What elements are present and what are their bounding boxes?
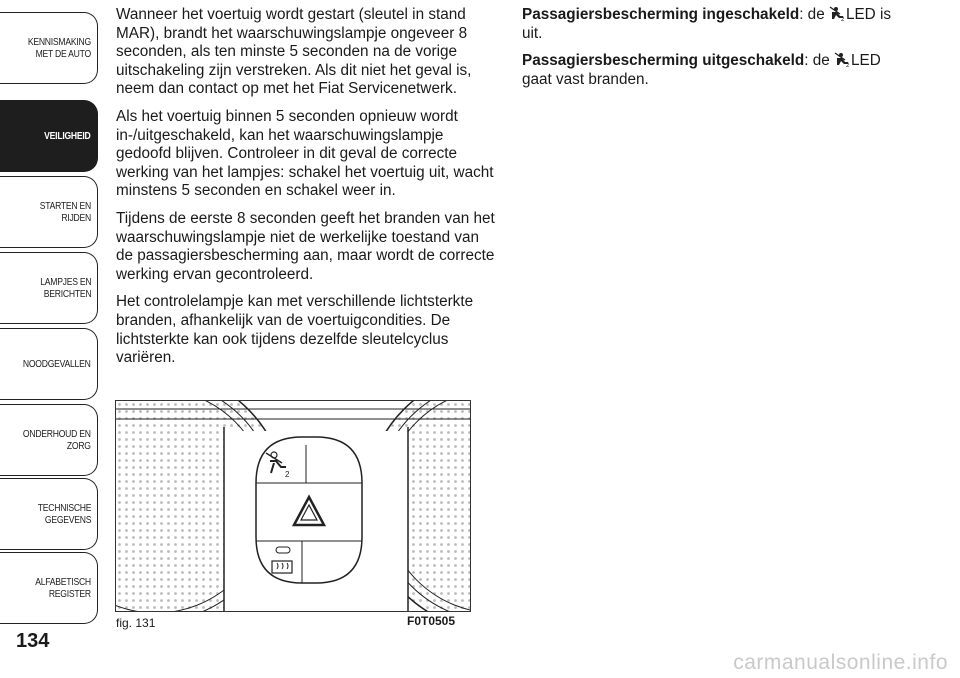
right-text-column — [522, 6, 912, 98]
paragraph: Als het voertuig binnen 5 seconden opnieuw wordt in-/uitgeschakeld, kan het waarschuwingslampje gedoofd blijven. Controleer in dit geval de correcte werking van het lampjes: schakel het voertuig uit, wacht minstens 5 seconden en schakel weer in. — [116, 107, 494, 200]
tab-label: LAMPJES EN BERICHTEN — [39, 276, 91, 300]
tab-veiligheid[interactable] — [0, 100, 98, 172]
text: LED gaat vast branden. — [522, 52, 881, 88]
text: LED is uit. — [522, 6, 892, 42]
paragraph-enabled — [522, 6, 912, 43]
tab-label: ONDERHOUD EN ZORG — [23, 428, 91, 452]
tab-noodgevallen[interactable] — [0, 328, 98, 400]
center-switch-panel — [224, 427, 408, 612]
tab-kennismaking[interactable] — [0, 12, 98, 84]
svg-text:2: 2 — [846, 63, 850, 68]
dashboard-illustration — [116, 401, 471, 612]
left-text-column — [116, 6, 498, 377]
paragraph: Wanneer het voertuig wordt gestart (sleutel in stand MAR), brandt het waarschuwingslampje ongeveer 8 seconden, als ten minste 5 seconden na de vorige uitschakeling zijn verstreken. Als dit niet het geval is, neem dan contact op met het Fiat Servicenetwerk. — [116, 6, 472, 98]
status-enabled-label: Passagiersbescherming ingeschakeld — [522, 6, 800, 23]
tab-label: ALFABETISCH REGISTER — [35, 576, 91, 600]
svg-text:2: 2 — [840, 17, 845, 21]
text: : de — [799, 6, 829, 23]
page-number: 134 — [16, 630, 50, 652]
svg-text:2: 2 — [285, 470, 290, 479]
tab-label: VEILIGHEID — [44, 130, 91, 142]
watermark: carmanualsonline.info — [733, 651, 948, 674]
tab-lampjes-en-berichten[interactable] — [0, 252, 98, 324]
passenger-airbag-off-icon — [829, 6, 846, 21]
tab-technische-gegevens[interactable] — [0, 478, 98, 550]
tab-starten-en-rijden[interactable] — [0, 176, 98, 248]
tab-label: STARTEN EN RIJDEN — [39, 200, 91, 224]
tab-onderhoud-en-zorg[interactable] — [0, 404, 98, 476]
paragraph: Het controlelampje kan met verschillende lichtsterkte branden, afhankelijk van de voertuigcondities. De lichtsterkte kan ook tijdens dezelfde sleutelcyclus variëren. — [116, 293, 474, 367]
status-disabled-label: Passagiersbescherming uitgeschakeld — [522, 52, 805, 70]
figure-code: F0T0505 — [407, 614, 456, 628]
dashboard-figure — [115, 400, 471, 612]
figure-caption: fig. 131 — [116, 616, 156, 630]
tab-label: NOODGEVALLEN — [23, 358, 91, 370]
paragraph-disabled — [522, 52, 912, 89]
passenger-airbag-off-icon — [834, 52, 851, 67]
tab-label: KENNISMAKING MET DE AUTO — [27, 36, 91, 60]
tab-alfabetisch-register[interactable] — [0, 552, 98, 624]
text: : de — [804, 52, 835, 70]
chapter-sidebar — [0, 0, 100, 640]
tab-label: TECHNISCHE GEGEVENS — [37, 502, 91, 526]
paragraph: Tijdens de eerste 8 seconden geeft het branden van het waarschuwingslampje niet de werkelijke toestand van de passagiersbescherming aan, maar wordt de correcte werking ervan gecontroleerd. — [116, 209, 495, 283]
